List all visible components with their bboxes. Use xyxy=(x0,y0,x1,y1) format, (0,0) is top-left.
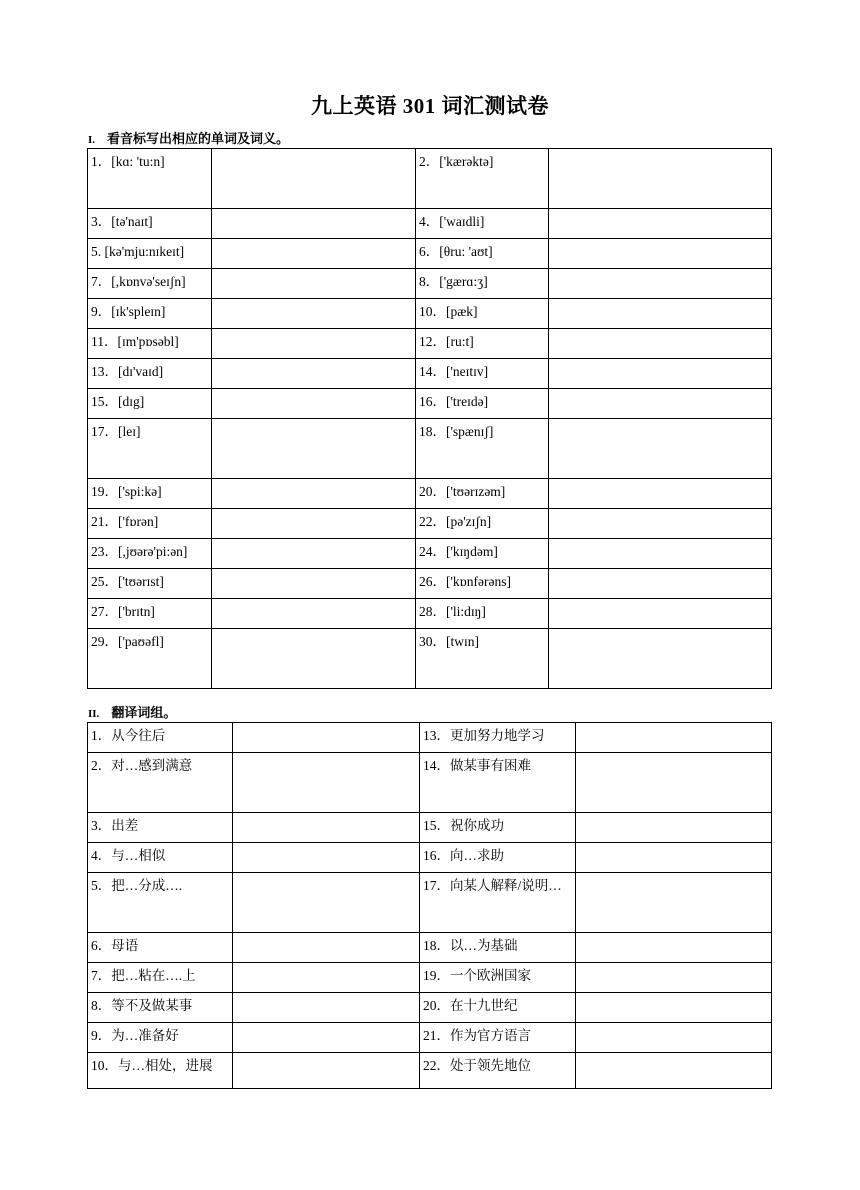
answer-cell[interactable] xyxy=(212,149,416,209)
phrase-prompt: 22．处于领先地位 xyxy=(420,1053,576,1089)
answer-cell[interactable] xyxy=(549,419,772,479)
phonetic-prompt: 20．['tʊərɪzəm] xyxy=(416,479,549,509)
answer-cell[interactable] xyxy=(233,723,420,753)
phonetic-prompt: 23．[,jʊərə'pi:ən] xyxy=(88,539,212,569)
phonetic-prompt: 1．[kɑ: 'tu:n] xyxy=(88,149,212,209)
phonetic-prompt: 2．['kærəktə] xyxy=(416,149,549,209)
answer-cell[interactable] xyxy=(212,389,416,419)
answer-cell[interactable] xyxy=(549,539,772,569)
answer-cell[interactable] xyxy=(212,329,416,359)
section-2-heading xyxy=(88,702,176,721)
answer-cell[interactable] xyxy=(576,873,772,933)
phrase-prompt: 15．祝你成功 xyxy=(420,813,576,843)
answer-cell[interactable] xyxy=(212,479,416,509)
section-1-number: I. xyxy=(88,134,96,146)
table-row xyxy=(88,843,772,873)
phonetic-prompt: 13．[dɪ'vaɪd] xyxy=(88,359,212,389)
section-2-number: II. xyxy=(88,708,100,720)
table-row xyxy=(88,539,772,569)
table-row xyxy=(88,569,772,599)
phrase-prompt: 21．作为官方语言 xyxy=(420,1023,576,1053)
phonetic-prompt: 10．[pæk] xyxy=(416,299,549,329)
phrase-prompt: 2．对…感到满意 xyxy=(88,753,233,813)
answer-cell[interactable] xyxy=(576,963,772,993)
phrase-prompt: 10．与…相处，进展 xyxy=(88,1053,233,1089)
answer-cell[interactable] xyxy=(233,843,420,873)
answer-cell[interactable] xyxy=(212,239,416,269)
table-row xyxy=(88,209,772,239)
table-row xyxy=(88,299,772,329)
phrase-prompt: 5．把…分成…. xyxy=(88,873,233,933)
answer-cell[interactable] xyxy=(233,933,420,963)
table-row xyxy=(88,1023,772,1053)
phonetic-prompt: 12．[ru:t] xyxy=(416,329,549,359)
answer-cell[interactable] xyxy=(233,963,420,993)
phonetic-prompt: 14．['neɪtɪv] xyxy=(416,359,549,389)
phonetic-table xyxy=(87,148,772,689)
phrase-prompt: 16．向…求助 xyxy=(420,843,576,873)
table-row xyxy=(88,509,772,539)
answer-cell[interactable] xyxy=(549,569,772,599)
table-row xyxy=(88,993,772,1023)
table-row xyxy=(88,599,772,629)
answer-cell[interactable] xyxy=(549,269,772,299)
phrase-prompt: 18．以…为基础 xyxy=(420,933,576,963)
phonetic-prompt: 17．[leɪ] xyxy=(88,419,212,479)
answer-cell[interactable] xyxy=(549,299,772,329)
answer-cell[interactable] xyxy=(549,239,772,269)
phonetic-prompt: 16．['treɪdə] xyxy=(416,389,549,419)
phonetic-prompt: 22．[pə'zɪʃn] xyxy=(416,509,549,539)
phonetic-prompt: 28．['li:dɪŋ] xyxy=(416,599,549,629)
table-row xyxy=(88,389,772,419)
answer-cell[interactable] xyxy=(233,813,420,843)
answer-cell[interactable] xyxy=(212,599,416,629)
table-row xyxy=(88,359,772,389)
table-row xyxy=(88,329,772,359)
answer-cell[interactable] xyxy=(576,1023,772,1053)
phonetic-prompt: 8．['gærɑ:ʒ] xyxy=(416,269,549,299)
table-row xyxy=(88,963,772,993)
phonetic-prompt: 27．['brɪtn] xyxy=(88,599,212,629)
answer-cell[interactable] xyxy=(576,813,772,843)
phonetic-prompt: 11．[ɪm'pɒsəbl] xyxy=(88,329,212,359)
phonetic-prompt: 25．['tʊərɪst] xyxy=(88,569,212,599)
answer-cell[interactable] xyxy=(549,209,772,239)
answer-cell[interactable] xyxy=(212,539,416,569)
table-row xyxy=(88,1053,772,1089)
answer-cell[interactable] xyxy=(549,479,772,509)
phrase-prompt: 1．从今往后 xyxy=(88,723,233,753)
answer-cell[interactable] xyxy=(212,359,416,389)
answer-cell[interactable] xyxy=(233,1053,420,1089)
phonetic-prompt: 15．[dɪg] xyxy=(88,389,212,419)
answer-cell[interactable] xyxy=(549,509,772,539)
phrase-prompt: 9．为…准备好 xyxy=(88,1023,233,1053)
answer-cell[interactable] xyxy=(212,629,416,689)
answer-cell[interactable] xyxy=(576,933,772,963)
answer-cell[interactable] xyxy=(576,993,772,1023)
phrase-prompt: 8．等不及做某事 xyxy=(88,993,233,1023)
table-row xyxy=(88,873,772,933)
answer-cell[interactable] xyxy=(212,419,416,479)
answer-cell[interactable] xyxy=(549,599,772,629)
phonetic-prompt: 21．['fɒrən] xyxy=(88,509,212,539)
phonetic-prompt: 30．[twɪn] xyxy=(416,629,549,689)
answer-cell[interactable] xyxy=(549,329,772,359)
answer-cell[interactable] xyxy=(576,1053,772,1089)
phrase-prompt: 17．向某人解释/说明… xyxy=(420,873,576,933)
table-row xyxy=(88,723,772,753)
answer-cell[interactable] xyxy=(233,993,420,1023)
answer-cell[interactable] xyxy=(233,1023,420,1053)
phrase-prompt: 14．做某事有困难 xyxy=(420,753,576,813)
phonetic-prompt: 5. [kə'mju:nɪkeɪt] xyxy=(88,239,212,269)
page-title: 九上英语 301 词汇测试卷 xyxy=(311,94,549,118)
phonetic-prompt: 4．['waɪdli] xyxy=(416,209,549,239)
answer-cell[interactable] xyxy=(576,753,772,813)
table-row xyxy=(88,813,772,843)
table-row xyxy=(88,149,772,209)
answer-cell[interactable] xyxy=(549,629,772,689)
phonetic-prompt: 6．[θru: 'aʊt] xyxy=(416,239,549,269)
section-2-instruction: 翻译词组。 xyxy=(111,705,177,720)
phonetic-prompt: 19．['spi:kə] xyxy=(88,479,212,509)
phrase-prompt: 6．母语 xyxy=(88,933,233,963)
phrase-prompt: 20．在十九世纪 xyxy=(420,993,576,1023)
table-row xyxy=(88,629,772,689)
section-1-heading xyxy=(88,128,289,147)
answer-cell[interactable] xyxy=(212,299,416,329)
phonetic-prompt: 3．[tə'naɪt] xyxy=(88,209,212,239)
table-row xyxy=(88,269,772,299)
phonetic-prompt: 18．['spænɪʃ] xyxy=(416,419,549,479)
phonetic-prompt: 7．[,kɒnvə'seɪʃn] xyxy=(88,269,212,299)
phonetic-prompt: 24．['kɪŋdəm] xyxy=(416,539,549,569)
table-row xyxy=(88,479,772,509)
phrase-prompt: 3．出差 xyxy=(88,813,233,843)
answer-cell[interactable] xyxy=(549,149,772,209)
phrase-prompt: 4．与…相似 xyxy=(88,843,233,873)
phrase-prompt: 13．更加努力地学习 xyxy=(420,723,576,753)
answer-cell[interactable] xyxy=(233,753,420,813)
table-row xyxy=(88,239,772,269)
answer-cell[interactable] xyxy=(576,843,772,873)
answer-cell[interactable] xyxy=(212,209,416,239)
answer-cell[interactable] xyxy=(549,389,772,419)
phrase-prompt: 7．把…粘在….上 xyxy=(88,963,233,993)
phonetic-prompt: 29．['paʊəfl] xyxy=(88,629,212,689)
answer-cell[interactable] xyxy=(549,359,772,389)
answer-cell[interactable] xyxy=(576,723,772,753)
answer-cell[interactable] xyxy=(212,509,416,539)
phonetic-prompt: 9．[ɪk'spleɪn] xyxy=(88,299,212,329)
table-row xyxy=(88,753,772,813)
section-1-instruction: 看音标写出相应的单词及词义。 xyxy=(107,131,290,146)
answer-cell[interactable] xyxy=(212,569,416,599)
answer-cell[interactable] xyxy=(212,269,416,299)
table-row xyxy=(88,933,772,963)
phrase-prompt: 19．一个欧洲国家 xyxy=(420,963,576,993)
answer-cell[interactable] xyxy=(233,873,420,933)
phrase-table xyxy=(87,722,772,1089)
phonetic-prompt: 26．['kɒnfərəns] xyxy=(416,569,549,599)
table-row xyxy=(88,419,772,479)
